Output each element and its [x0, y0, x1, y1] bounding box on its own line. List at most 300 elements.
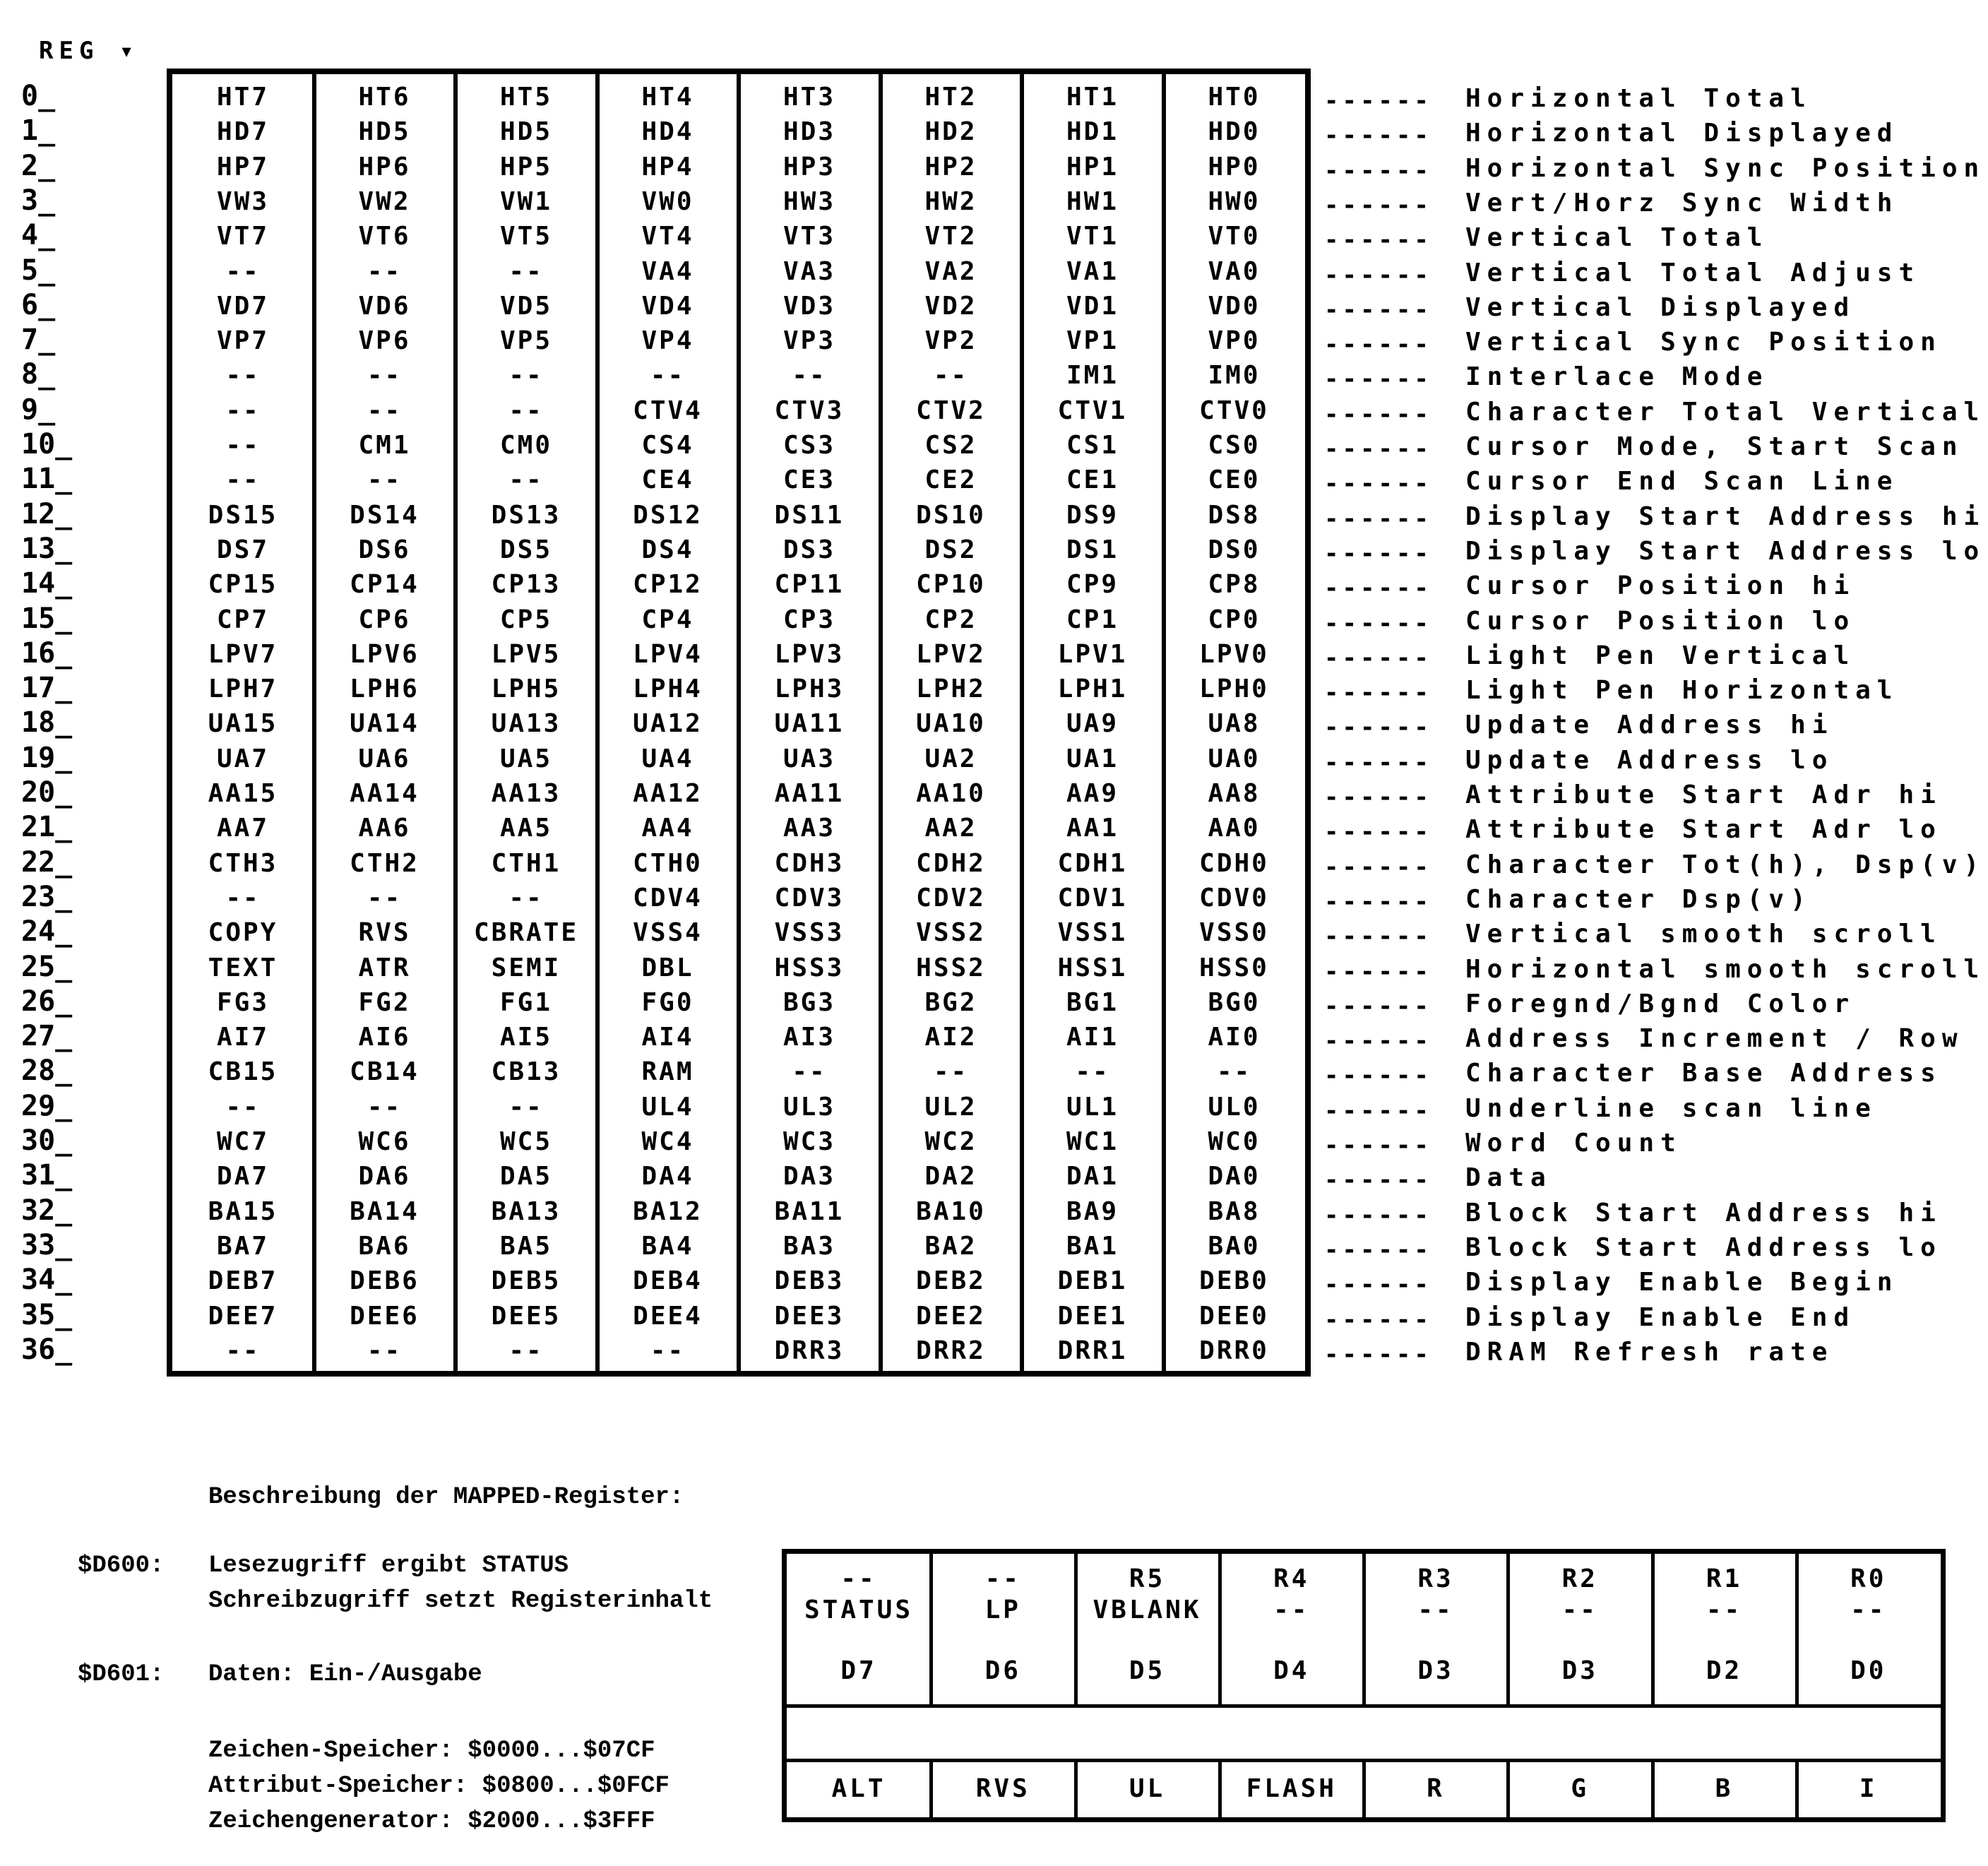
register-bit-cell: VP1	[1066, 326, 1119, 356]
register-bit-cell: --	[1216, 1057, 1252, 1087]
dash-leader: ------	[1324, 539, 1432, 568]
register-bit-cell: DEB5	[491, 1266, 561, 1296]
dash-leader: ------	[1324, 470, 1432, 499]
register-bit-cell: --	[650, 361, 686, 391]
register-number: 10_	[21, 428, 73, 460]
dash-leader: ------	[1324, 1096, 1432, 1125]
register-description: Display Enable Begin	[1465, 1268, 1899, 1297]
register-bit-cell: CM1	[358, 431, 411, 460]
register-bit-cell: AI6	[358, 1023, 411, 1052]
register-number: 36_	[21, 1333, 73, 1366]
register-bit-cell: --	[508, 256, 544, 286]
register-bit-cell: CE4	[641, 465, 694, 495]
register-number: 21_	[21, 811, 73, 844]
status-register-flag-top: R4	[1273, 1564, 1310, 1593]
register-description: Light Pen Horizontal	[1465, 676, 1899, 706]
register-number: 3_	[21, 184, 56, 217]
register-bit-cell: --	[225, 465, 261, 495]
register-bit-cell: CDV0	[1199, 883, 1269, 913]
register-number: 32_	[21, 1194, 73, 1227]
dash-leader: ------	[1324, 1062, 1432, 1091]
status-register-flag: --	[1706, 1595, 1743, 1624]
register-bit-cell: HP2	[924, 152, 977, 182]
register-bit-cell: VT7	[216, 222, 270, 251]
register-description: Vertical Sync Position	[1465, 328, 1942, 357]
register-bit-cell: CDH0	[1199, 848, 1269, 878]
register-number: 19_	[21, 741, 73, 774]
register-bit-cell: WC2	[924, 1127, 977, 1156]
register-bit-cell: VA2	[924, 256, 977, 286]
register-bit-cell: HT4	[641, 83, 694, 112]
register-number: 6_	[21, 288, 56, 321]
register-bit-cell: DEB1	[1057, 1266, 1128, 1296]
status-register-flag-top: R3	[1417, 1564, 1454, 1593]
register-bit-cell: LPV6	[350, 639, 419, 669]
register-bit-cell: VP6	[358, 326, 411, 356]
register-description: Block Start Address lo	[1465, 1232, 1942, 1262]
register-bit-cell: CTV0	[1199, 396, 1269, 425]
register-bit-cell: AA11	[774, 779, 845, 808]
register-bit-cell: HW0	[1208, 186, 1261, 216]
register-bit-cell: CM0	[499, 431, 553, 460]
register-bit-cell: AI5	[499, 1023, 553, 1052]
register-bit-cell: CP2	[924, 605, 977, 634]
register-description: Vertical Total Adjust	[1465, 258, 1921, 287]
register-bit-cell: UA9	[1066, 709, 1119, 739]
register-bit-cell: CTV1	[1057, 396, 1128, 425]
register-bit-cell: CP14	[350, 570, 419, 600]
register-bit-cell: AI0	[1208, 1023, 1261, 1052]
register-bit-cell: HD5	[499, 117, 553, 147]
register-bit-cell: CB14	[350, 1057, 419, 1087]
register-bit-cell: LPH1	[1057, 675, 1128, 704]
register-description: Horizontal Displayed	[1465, 119, 1899, 148]
reg-header: REG ▾	[39, 37, 140, 65]
register-number: 8_	[21, 358, 56, 391]
register-bit-cell: HT1	[1066, 83, 1119, 112]
status-register-bit: D2	[1706, 1656, 1743, 1685]
register-bit-cell: DS1	[1066, 535, 1119, 564]
register-bit-cell: BG3	[782, 987, 836, 1017]
register-bit-cell: --	[367, 465, 403, 495]
register-bit-cell: CBRATE	[473, 918, 579, 948]
register-description: Character Dsp(v)	[1465, 884, 1812, 914]
register-bit-cell: HP0	[1208, 152, 1261, 182]
register-bit-cell: --	[508, 465, 544, 495]
register-bit-cell: UA3	[782, 744, 836, 773]
register-bit-cell: AA8	[1208, 779, 1261, 808]
register-bit-cell: CTH2	[350, 848, 419, 878]
register-bit-cell: DS8	[1208, 500, 1261, 530]
register-bit-cell: CS0	[1208, 431, 1261, 460]
register-bit-cell: VT3	[782, 222, 836, 251]
register-bit-cell: DEE2	[916, 1301, 986, 1331]
dash-leader: ------	[1324, 887, 1432, 916]
register-bit-cell: AA6	[358, 814, 411, 843]
register-bit-cell: DRR2	[916, 1336, 986, 1365]
attribute-bit: B	[1715, 1774, 1734, 1803]
status-register-bit: D7	[840, 1656, 877, 1685]
register-bit-cell: AA2	[924, 814, 977, 843]
attr-memory-range: Attribut-Speicher: $0800...$0FCF	[208, 1773, 669, 1800]
register-bit-grid	[167, 69, 1311, 1377]
register-number: 28_	[21, 1054, 73, 1088]
register-bit-cell: VT0	[1208, 222, 1261, 251]
register-bit-cell: AA4	[641, 814, 694, 843]
register-bit-cell: --	[367, 1092, 403, 1122]
register-bit-cell: UL2	[924, 1092, 977, 1122]
register-bit-cell: CP9	[1066, 570, 1119, 600]
dash-leader: ------	[1324, 1131, 1432, 1160]
register-bit-cell: CDH2	[916, 848, 986, 878]
register-bit-cell: DA6	[358, 1162, 411, 1191]
register-bit-cell: DS3	[782, 535, 836, 564]
register-bit-cell: AA13	[491, 779, 561, 808]
dash-leader: ------	[1324, 852, 1432, 881]
register-bit-cell: --	[508, 396, 544, 425]
register-bit-cell: WC4	[641, 1127, 694, 1156]
register-bit-cell: LPH7	[208, 675, 278, 704]
status-register-bit: D4	[1273, 1656, 1310, 1685]
register-description: Word Count	[1465, 1129, 1682, 1158]
register-bit-cell: DEB6	[350, 1266, 419, 1296]
register-bit-cell: LPV0	[1199, 639, 1269, 669]
register-bit-cell: HW2	[924, 186, 977, 216]
register-bit-cell: DRR0	[1199, 1336, 1269, 1365]
register-bit-cell: --	[225, 1336, 261, 1365]
register-bit-cell: HD3	[782, 117, 836, 147]
register-bit-cell: VD4	[641, 291, 694, 321]
register-number: 13_	[21, 532, 73, 565]
register-bit-cell: DS14	[350, 500, 419, 530]
register-bit-cell: CP7	[216, 605, 270, 634]
attribute-bit: G	[1571, 1774, 1590, 1803]
register-bit-cell: DEB4	[633, 1266, 703, 1296]
register-bit-cell: HP1	[1066, 152, 1119, 182]
register-description: Foregnd/Bgnd Color	[1465, 989, 1856, 1018]
register-bit-cell: DS2	[924, 535, 977, 564]
register-description: Vertical Total	[1465, 223, 1769, 253]
register-bit-cell: --	[225, 883, 261, 913]
register-bit-cell: VA0	[1208, 256, 1261, 286]
dash-leader: ------	[1324, 1201, 1432, 1230]
register-bit-cell: VT2	[924, 222, 977, 251]
register-bit-cell: WC1	[1066, 1127, 1119, 1156]
register-description: Cursor Mode, Start Scan	[1465, 432, 1964, 461]
register-bit-cell: HSS1	[1057, 953, 1128, 982]
register-bit-cell: LPV2	[916, 639, 986, 669]
dash-leader: ------	[1324, 1166, 1432, 1195]
register-description: Cursor Position hi	[1465, 571, 1856, 601]
register-bit-cell: UA10	[916, 709, 986, 739]
register-bit-cell: RAM	[641, 1057, 694, 1087]
register-bit-cell: VP2	[924, 326, 977, 356]
register-bit-cell: CDH3	[774, 848, 845, 878]
register-bit-cell: SEMI	[491, 953, 561, 982]
dash-leader: ------	[1324, 261, 1432, 290]
register-bit-cell: LPH6	[350, 675, 419, 704]
status-register-flag: --	[1850, 1595, 1887, 1624]
register-description: Attribute Start Adr hi	[1465, 780, 1942, 809]
register-bit-cell: AA5	[499, 814, 553, 843]
status-register-bit: D6	[984, 1656, 1021, 1685]
register-bit-cell: HT0	[1208, 83, 1261, 112]
register-bit-cell: LPH0	[1199, 675, 1269, 704]
register-bit-cell: UA13	[491, 709, 561, 739]
status-register-flag-top: R5	[1129, 1564, 1166, 1593]
attribute-bit: UL	[1129, 1774, 1166, 1803]
register-bit-cell: --	[367, 396, 403, 425]
register-description: Display Start Address lo	[1465, 536, 1986, 566]
register-bit-cell: DEB0	[1199, 1266, 1269, 1296]
register-bit-cell: AI1	[1066, 1023, 1119, 1052]
register-bit-cell: UA1	[1066, 744, 1119, 773]
register-bit-cell: DS15	[208, 500, 278, 530]
register-bit-cell: TEXT	[208, 953, 278, 982]
dash-leader: ------	[1324, 922, 1432, 951]
register-description: Horizontal Total	[1465, 84, 1812, 113]
register-bit-cell: LPV4	[633, 639, 703, 669]
register-bit-cell: VT5	[499, 222, 553, 251]
register-number: 30_	[21, 1124, 73, 1157]
register-bit-cell: WC0	[1208, 1127, 1261, 1156]
attribute-bit: RVS	[975, 1774, 1030, 1803]
status-register-flag-top: R0	[1850, 1564, 1887, 1593]
register-bit-cell: VD6	[358, 291, 411, 321]
register-bit-cell: HT6	[358, 83, 411, 112]
dash-leader: ------	[1324, 574, 1432, 603]
register-number: 26_	[21, 985, 73, 1018]
register-number: 15_	[21, 602, 73, 635]
register-bit-cell: CTH1	[491, 848, 561, 878]
register-bit-cell: AI3	[782, 1023, 836, 1052]
register-bit-cell: DA5	[499, 1162, 553, 1191]
register-bit-cell: DS10	[916, 500, 986, 530]
register-bit-cell: VP4	[641, 326, 694, 356]
register-bit-cell: --	[792, 1057, 827, 1087]
register-bit-cell: CP11	[774, 570, 845, 600]
register-description: Cursor End Scan Line	[1465, 467, 1899, 497]
register-bit-cell: --	[225, 396, 261, 425]
register-bit-cell: --	[225, 256, 261, 286]
dash-leader: ------	[1324, 818, 1432, 847]
register-bit-cell: BG0	[1208, 987, 1261, 1017]
register-bit-cell: VW3	[216, 186, 270, 216]
register-bit-cell: DRR1	[1057, 1336, 1128, 1365]
register-bit-cell: DEB2	[916, 1266, 986, 1296]
register-bit-cell: DS0	[1208, 535, 1261, 564]
register-number: 7_	[21, 323, 56, 357]
register-bit-cell: HP7	[216, 152, 270, 182]
register-bit-cell: CP1	[1066, 605, 1119, 634]
register-bit-cell: --	[508, 1092, 544, 1122]
register-bit-cell: LPH3	[774, 675, 845, 704]
register-bit-cell: --	[225, 1092, 261, 1122]
register-bit-cell: HW3	[782, 186, 836, 216]
register-bit-cell: CB13	[491, 1057, 561, 1087]
register-bit-cell: BA3	[782, 1231, 836, 1261]
register-bit-cell: WC5	[499, 1127, 553, 1156]
register-bit-cell: AI7	[216, 1023, 270, 1052]
register-bit-cell: CP10	[916, 570, 986, 600]
register-description: Address Increment / Row	[1465, 1024, 1964, 1054]
register-bit-cell: CP3	[782, 605, 836, 634]
register-number: 20_	[21, 776, 73, 809]
register-description: Display Enable End	[1465, 1302, 1856, 1332]
register-bit-cell: --	[367, 361, 403, 391]
register-bit-cell: HSS0	[1199, 953, 1269, 982]
register-bit-cell: VD3	[782, 291, 836, 321]
register-bit-cell: UA0	[1208, 744, 1261, 773]
register-number: 33_	[21, 1228, 73, 1261]
dash-leader: ------	[1324, 1235, 1432, 1264]
register-number: 23_	[21, 880, 73, 913]
register-bit-cell: UL1	[1066, 1092, 1119, 1122]
register-description: Attribute Start Adr lo	[1465, 815, 1942, 845]
status-register-flag: VBLANK	[1093, 1595, 1202, 1624]
register-bit-cell: CP5	[499, 605, 553, 634]
register-number: 34_	[21, 1264, 73, 1297]
status-box-divider	[787, 1704, 1941, 1708]
register-bit-cell: AA15	[208, 779, 278, 808]
register-bit-cell: UA11	[774, 709, 845, 739]
register-bit-cell: DS4	[641, 535, 694, 564]
register-bit-cell: VD7	[216, 291, 270, 321]
register-bit-cell: DEB3	[774, 1266, 845, 1296]
register-bit-cell: HW1	[1066, 186, 1119, 216]
register-bit-cell: CP4	[641, 605, 694, 634]
register-bit-cell: CE2	[924, 465, 977, 495]
register-bit-cell: UA6	[358, 744, 411, 773]
register-bit-cell: CTV4	[633, 396, 703, 425]
dash-leader: ------	[1324, 87, 1432, 115]
register-bit-cell: VA3	[782, 256, 836, 286]
register-bit-cell: DA2	[924, 1162, 977, 1191]
register-bit-cell: DA3	[782, 1162, 836, 1191]
status-register-flag-top: R1	[1706, 1564, 1743, 1593]
register-bit-cell: BA11	[774, 1196, 845, 1226]
register-bit-cell: WC7	[216, 1127, 270, 1156]
dash-leader: ------	[1324, 1340, 1432, 1369]
register-bit-cell: HP5	[499, 152, 553, 182]
dash-leader: ------	[1324, 679, 1432, 708]
dash-leader: ------	[1324, 400, 1432, 429]
register-number: 22_	[21, 845, 73, 879]
register-bit-cell: UA5	[499, 744, 553, 773]
register-bit-cell: DS5	[499, 535, 553, 564]
register-description: Light Pen Vertical	[1465, 641, 1856, 670]
register-bit-cell: VW1	[499, 186, 553, 216]
register-description: Character Tot(h), Dsp(v)	[1465, 850, 1986, 879]
register-bit-cell: UA14	[350, 709, 419, 739]
register-bit-cell: BA12	[633, 1196, 703, 1226]
d600-line1: Lesezugriff ergibt STATUS	[208, 1552, 569, 1579]
register-bit-cell: CDV3	[774, 883, 845, 913]
register-bit-cell: DA1	[1066, 1162, 1119, 1191]
status-register-flag: STATUS	[804, 1595, 914, 1624]
register-number: 0_	[21, 80, 56, 112]
register-bit-cell: LPV1	[1057, 639, 1128, 669]
register-bit-cell: FG2	[358, 987, 411, 1017]
attribute-bit: R	[1427, 1774, 1445, 1803]
register-bit-cell: BA8	[1208, 1196, 1261, 1226]
register-bit-cell: AA12	[633, 779, 703, 808]
register-number: 16_	[21, 636, 73, 670]
register-bit-cell: HD1	[1066, 117, 1119, 147]
register-bit-cell: BG2	[924, 987, 977, 1017]
register-bit-cell: DEE1	[1057, 1301, 1128, 1331]
register-bit-cell: AA0	[1208, 814, 1261, 843]
status-register-flag-top: --	[840, 1564, 877, 1593]
d600-label: $D600:	[78, 1552, 165, 1579]
register-bit-cell: BA4	[641, 1231, 694, 1261]
register-bit-cell: DS13	[491, 500, 561, 530]
dash-leader: ------	[1324, 609, 1432, 638]
register-bit-cell: WC6	[358, 1127, 411, 1156]
register-bit-cell: VD1	[1066, 291, 1119, 321]
attribute-bit: ALT	[831, 1774, 886, 1803]
register-bit-cell: CP15	[208, 570, 278, 600]
register-bit-cell: WC3	[782, 1127, 836, 1156]
register-number: 24_	[21, 915, 73, 949]
register-bit-cell: LPH4	[633, 675, 703, 704]
register-bit-cell: --	[367, 256, 403, 286]
status-register-flag: LP	[984, 1595, 1021, 1624]
register-bit-cell: --	[650, 1336, 686, 1365]
register-bit-cell: LPV7	[208, 639, 278, 669]
register-bit-cell: --	[367, 1336, 403, 1365]
register-bit-cell: --	[508, 883, 544, 913]
register-bit-cell: DS9	[1066, 500, 1119, 530]
register-bit-cell: CE0	[1208, 465, 1261, 495]
register-number: 11_	[21, 463, 73, 496]
register-description: Vertical smooth scroll	[1465, 920, 1942, 949]
status-register-flag-top: --	[984, 1564, 1021, 1593]
register-bit-cell: HD2	[924, 117, 977, 147]
register-bit-cell: BA1	[1066, 1231, 1119, 1261]
register-description: Vertical Displayed	[1465, 292, 1856, 322]
register-bit-cell: VW2	[358, 186, 411, 216]
dash-leader: ------	[1324, 226, 1432, 255]
status-register-flag: --	[1561, 1595, 1598, 1624]
register-description: Update Address hi	[1465, 711, 1834, 740]
register-bit-cell: COPY	[208, 918, 278, 948]
register-bit-cell: LPH5	[491, 675, 561, 704]
chargen-range: Zeichengenerator: $2000...$3FFF	[208, 1808, 655, 1835]
register-bit-cell: BA6	[358, 1231, 411, 1261]
register-number: 18_	[21, 706, 73, 739]
register-bit-cell: BA7	[216, 1231, 270, 1261]
register-number: 29_	[21, 1089, 73, 1122]
dash-leader: ------	[1324, 783, 1432, 812]
dash-leader: ------	[1324, 331, 1432, 359]
register-bit-cell: DA4	[641, 1162, 694, 1191]
register-bit-cell: --	[225, 431, 261, 460]
register-bit-cell: AA14	[350, 779, 419, 808]
register-bit-cell: VP7	[216, 326, 270, 356]
register-bit-cell: DS7	[216, 535, 270, 564]
dash-leader: ------	[1324, 713, 1432, 742]
register-bit-cell: HP4	[641, 152, 694, 182]
attribute-bit: FLASH	[1246, 1774, 1337, 1803]
register-bit-cell: AA10	[916, 779, 986, 808]
register-bit-cell: HD4	[641, 117, 694, 147]
register-bit-cell: HT3	[782, 83, 836, 112]
register-description: Display Start Address hi	[1465, 501, 1986, 531]
register-number: 1_	[21, 114, 56, 148]
register-bit-cell: VSS0	[1199, 918, 1269, 948]
register-bit-cell: CP8	[1208, 570, 1261, 600]
